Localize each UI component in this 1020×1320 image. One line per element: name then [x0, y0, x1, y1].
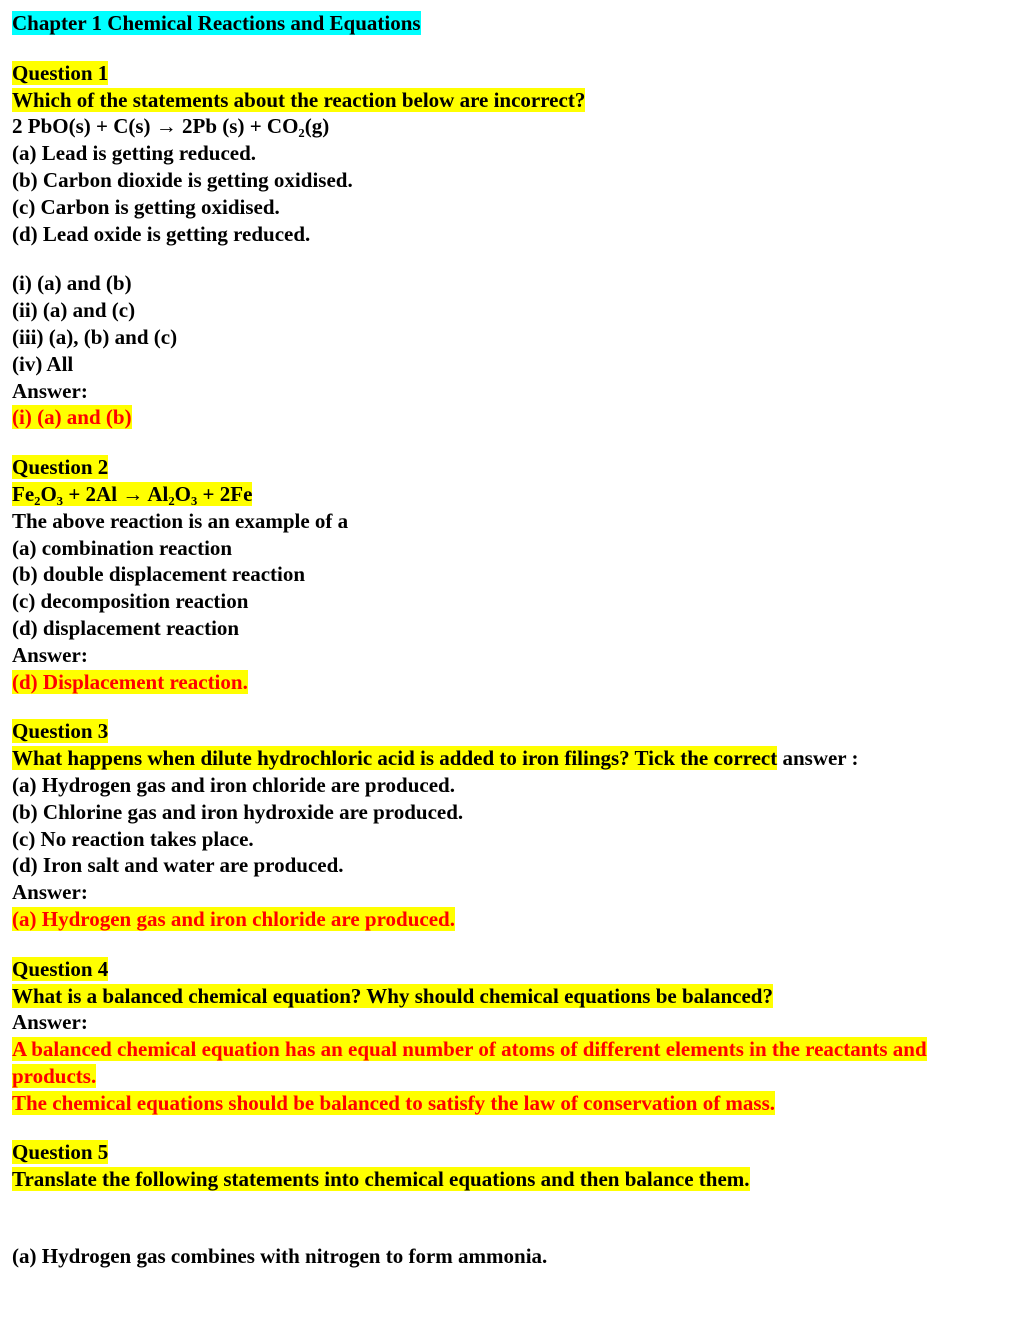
q3-heading: Question 3 — [12, 719, 109, 744]
q1-option-ii: (ii) (a) and (c) — [12, 298, 136, 323]
q4-answer-label: Answer: — [12, 1010, 88, 1035]
q1-statement-b: (b) Carbon dioxide is getting oxidised. — [12, 167, 353, 192]
q1-answer-label: Answer: — [12, 378, 88, 403]
q5-part-a: (a) Hydrogen gas combines with nitrogen to form ammonia. — [12, 1244, 548, 1269]
q1-answer: (i) (a) and (b) — [12, 405, 132, 430]
q5-heading: Question 5 — [12, 1140, 109, 1165]
q3-option-a: (a) Hydrogen gas and iron chloride are produced. — [12, 772, 455, 797]
q4-question: What is a balanced chemical equation? Why should chemical equations be balanced? — [12, 983, 773, 1008]
q2-answer: (d) Displacement reaction. — [12, 669, 248, 694]
q3-question: What happens when dilute hydrochloric acid is added to iron filings? Tick the correct — [12, 746, 778, 771]
q5-question: Translate the following statements into chemical equations and then balance them. — [12, 1167, 750, 1192]
q2-equation: Fe₂O₃ + 2Al → Al₂O₃ + 2Fe — [12, 481, 253, 506]
q2-option-a: (a) combination reaction — [12, 535, 233, 560]
q2-option-b: (b) double displacement reaction — [12, 562, 306, 587]
q1-statement-d: (d) Lead oxide is getting reduced. — [12, 221, 311, 246]
q1-option-iii: (iii) (a), (b) and (c) — [12, 324, 178, 349]
q2-question: The above reaction is an example of a — [12, 508, 349, 533]
q4-heading: Question 4 — [12, 956, 109, 981]
q1-statement-c: (c) Carbon is getting oxidised. — [12, 194, 280, 219]
q2-option-d: (d) displacement reaction — [12, 615, 240, 640]
q2-answer-label: Answer: — [12, 642, 88, 667]
q3-answer: (a) Hydrogen gas and iron chloride are produced. — [12, 906, 455, 931]
q1-equation: 2 PbO(s) + C(s) → 2Pb (s) + CO₂(g) — [12, 114, 330, 139]
q1-statement-a: (a) Lead is getting reduced. — [12, 141, 257, 166]
q1-option-i: (i) (a) and (b) — [12, 271, 132, 296]
q2-heading: Question 2 — [12, 455, 109, 480]
q1-question: Which of the statements about the reaction below are incorrect? — [12, 87, 586, 112]
q4-answer-1: A balanced chemical equation has an equal number of atoms of different elements in the reactants and products. — [12, 1037, 927, 1088]
q3-question-rest: answer : — [777, 746, 859, 771]
q4-answer-2: The chemical equations should be balanced to satisfy the law of conservation of mass. — [12, 1090, 776, 1115]
q1-heading: Question 1 — [12, 60, 109, 85]
q1-option-iv: (iv) All — [12, 351, 74, 376]
q3-option-d: (d) Iron salt and water are produced. — [12, 853, 344, 878]
q3-option-b: (b) Chlorine gas and iron hydroxide are produced. — [12, 799, 464, 824]
q3-option-c: (c) No reaction takes place. — [12, 826, 254, 851]
q2-option-c: (c) decomposition reaction — [12, 589, 249, 614]
q3-answer-label: Answer: — [12, 880, 88, 905]
chapter-title: Chapter 1 Chemical Reactions and Equations — [12, 11, 421, 35]
